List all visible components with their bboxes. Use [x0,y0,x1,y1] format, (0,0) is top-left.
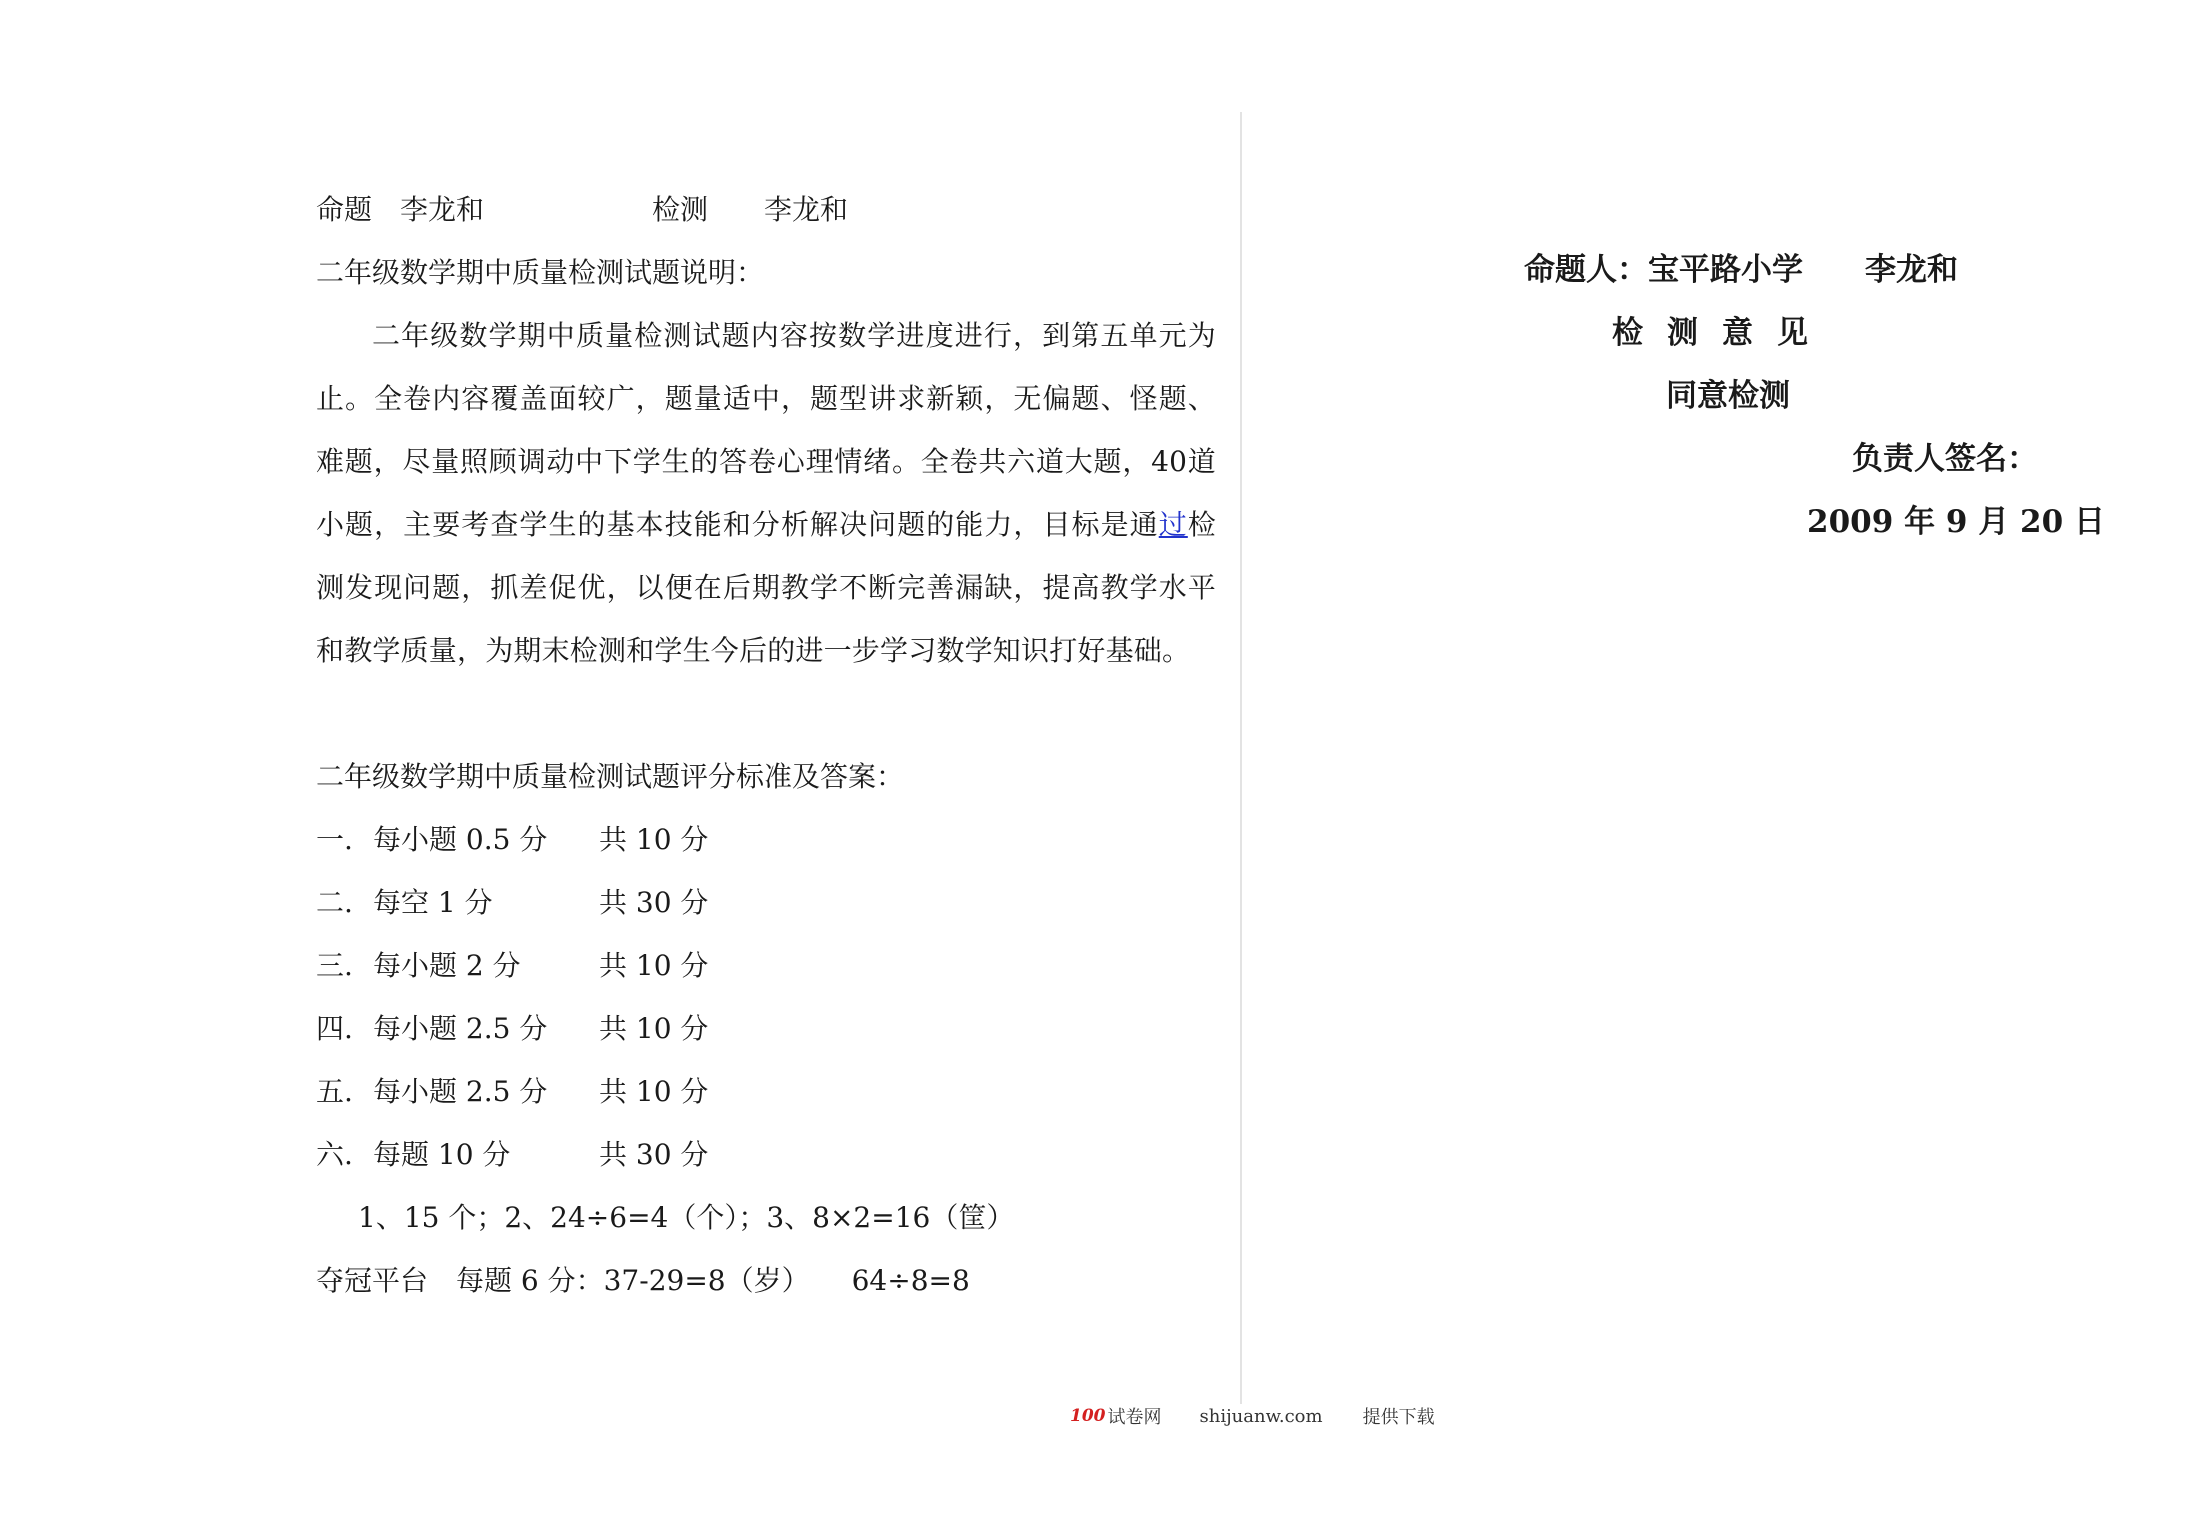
score-desc: 每小题 2.5 分 [373,1075,548,1108]
score-desc: 每小题 2 分 [373,949,521,982]
score-label: 二. [316,886,353,919]
left-column [316,178,1216,1312]
provide-text: 提供下载 [1362,1407,1435,1428]
site-url[interactable]: shijuanw.com [1199,1405,1323,1427]
date-line: 2009 年 9 月 20 日 [1807,504,2105,540]
score-desc: 每小题 2.5 分 [373,1012,548,1045]
score-label: 五. [316,1075,353,1108]
site-logo-icon: 100 [1070,1406,1106,1426]
score-label: 四. [316,1012,353,1045]
score-label: 一. [316,823,353,856]
logo-text: 试卷网 [1107,1407,1162,1428]
header-line: 命题 李龙和 检测 李龙和 [316,193,849,226]
footer [1070,1403,1435,1429]
score-total: 共 30 分 [599,1138,709,1171]
score-total: 共 10 分 [599,949,709,982]
score-total: 共 30 分 [599,886,709,919]
page-divider [1240,112,1242,1404]
score-label: 三. [316,949,353,982]
score-label: 六. [316,1138,353,1171]
signature-label: 负责人签名： [1852,441,2038,477]
score-total: 共 10 分 [599,1075,709,1108]
explain-body-link[interactable]: 过 [1158,508,1188,541]
explain-body [316,304,1216,682]
score-row [316,934,1216,997]
explain-body-text-2: 检测发现问题，抓差促优，以便在后期教学不断完善漏缺，提高教学水平和教学质量，为期末检测和学生今后的进一步学习数学知识打好基础。 [316,508,1216,667]
score-total: 共 10 分 [599,823,709,856]
score-row [316,997,1216,1060]
score-total: 共 10 分 [599,1012,709,1045]
score-row [316,1060,1216,1123]
explain-title: 二年级数学期中质量检测试题说明： [316,256,765,289]
opinion-text: 同意检测 [1666,378,1790,414]
score-row [316,871,1216,934]
spacer [316,682,1216,745]
answer-line: 1、15 个；2、24÷6=4（个）；3、8×2=16（筐） [358,1201,1015,1234]
score-desc: 每小题 0.5 分 [373,823,548,856]
bonus-line: 夺冠平台 每题 6 分：37-29=8（岁） 64÷8=8 [316,1264,970,1297]
score-desc: 每题 10 分 [373,1138,511,1171]
scoring-title: 二年级数学期中质量检测试题评分标准及答案： [316,760,905,793]
opinion-title: 检测意见 [1612,315,1832,351]
score-desc: 每空 1 分 [373,886,493,919]
explain-body-text: 二年级数学期中质量检测试题内容按数学进度进行，到第五单元为止。全卷内容覆盖面较广，题量适中，题型讲求新颖，无偏题、怪题、难题，尽量照顾调动中下学生的答卷心理情绪。全卷共六道大题，40道小题，主要考查学生的基本技能和分析解决问题的能力，目标是通 [316,319,1216,541]
score-row [316,808,1216,871]
score-row [316,1123,1216,1186]
author-line: 命题人：宝平路小学 李龙和 [1524,252,1958,288]
